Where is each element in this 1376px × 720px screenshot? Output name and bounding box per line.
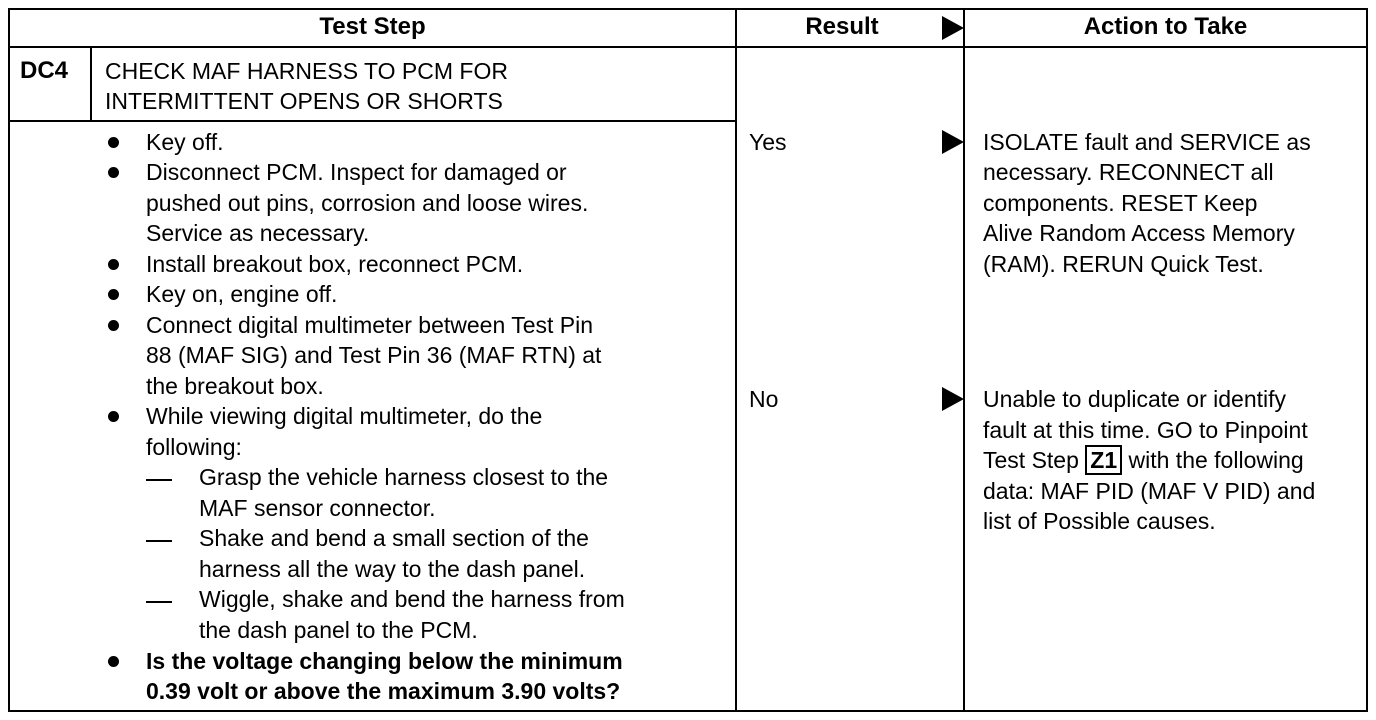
step-title-line-2: INTERMITTENT OPENS OR SHORTS xyxy=(105,88,503,114)
instruction-key-off: Key off. xyxy=(146,129,224,155)
action-yes-line-4: Alive Random Access Memory xyxy=(983,220,1295,246)
result-yes: Yes xyxy=(749,129,787,155)
table-right-border xyxy=(1366,8,1368,712)
arrow-right-icon xyxy=(942,130,964,154)
bullet-icon xyxy=(108,137,119,148)
header-result: Result xyxy=(805,13,879,40)
table-left-border xyxy=(8,8,10,712)
action-no-line-4: data: MAF PID (MAF V PID) and xyxy=(983,478,1316,504)
instruction-disconnect-line-1: Disconnect PCM. Inspect for damaged or xyxy=(146,159,567,185)
instruction-disconnect-line-3: Service as necessary. xyxy=(146,220,370,246)
table-bottom-border xyxy=(8,710,1368,712)
action-no-step-prefix: Test Step xyxy=(983,447,1079,473)
column-divider-action xyxy=(963,8,965,712)
action-no-line-1: Unable to duplicate or identify xyxy=(983,386,1287,412)
bullet-icon xyxy=(108,289,119,300)
question-line-2: 0.39 volt or above the maximum 3.90 volts? xyxy=(146,678,621,704)
question-line-1: Is the voltage changing below the minimum xyxy=(146,648,623,674)
dash-icon xyxy=(146,601,172,603)
bullet-icon xyxy=(108,167,119,178)
header-arrow-icon xyxy=(942,16,964,40)
sub-step-grasp-line-1: Grasp the vehicle harness closest to the xyxy=(199,464,609,490)
step-title-divider xyxy=(8,120,737,122)
header-test-step: Test Step xyxy=(319,13,426,40)
step-id: DC4 xyxy=(20,57,69,84)
step-id-divider xyxy=(90,46,92,122)
action-yes-line-2: necessary. RECONNECT all xyxy=(983,159,1274,185)
sub-step-grasp-line-2: MAF sensor connector. xyxy=(199,495,436,521)
action-yes-line-3: components. RESET Keep xyxy=(983,190,1258,216)
instruction-viewing-line-2: following: xyxy=(146,434,242,460)
bullet-icon xyxy=(108,656,119,667)
action-no-step-suffix: with the following xyxy=(1128,447,1304,473)
test-step-reference-z1: Z1 xyxy=(1085,445,1122,475)
instruction-key-on: Key on, engine off. xyxy=(146,281,338,307)
column-divider-result xyxy=(735,8,737,712)
dash-icon xyxy=(146,479,172,481)
bullet-icon xyxy=(108,411,119,422)
instruction-viewing-line-1: While viewing digital multimeter, do the xyxy=(146,403,543,429)
sub-step-shake-line-1: Shake and bend a small section of the xyxy=(199,525,589,551)
instruction-connect-line-3: the breakout box. xyxy=(146,373,324,399)
dash-icon xyxy=(146,540,172,542)
action-no-line-5: list of Possible causes. xyxy=(983,508,1216,534)
bullet-icon xyxy=(108,320,119,331)
sub-step-wiggle-line-2: the dash panel to the PCM. xyxy=(199,617,478,643)
action-no-line-3 xyxy=(983,445,1304,475)
arrow-right-icon xyxy=(942,387,964,411)
instruction-disconnect-line-2: pushed out pins, corrosion and loose wires. xyxy=(146,190,589,216)
bullet-icon xyxy=(108,259,119,270)
header-action: Action to Take xyxy=(1083,13,1248,40)
action-yes-line-5: (RAM). RERUN Quick Test. xyxy=(983,251,1264,277)
instruction-connect-line-1: Connect digital multimeter between Test Pin xyxy=(146,312,594,338)
sub-step-shake-line-2: harness all the way to the dash panel. xyxy=(199,556,586,582)
result-no: No xyxy=(749,386,779,412)
table-top-border xyxy=(8,8,1368,10)
sub-step-wiggle-line-1: Wiggle, shake and bend the harness from xyxy=(199,586,625,612)
action-no-line-2: fault at this time. GO to Pinpoint xyxy=(983,417,1308,443)
action-yes-line-1: ISOLATE fault and SERVICE as xyxy=(983,129,1311,155)
instruction-connect-line-2: 88 (MAF SIG) and Test Pin 36 (MAF RTN) at xyxy=(146,342,602,368)
instruction-breakout-box: Install breakout box, reconnect PCM. xyxy=(146,251,524,277)
step-title-line-1: CHECK MAF HARNESS TO PCM FOR xyxy=(105,58,508,84)
header-divider xyxy=(8,46,1368,48)
